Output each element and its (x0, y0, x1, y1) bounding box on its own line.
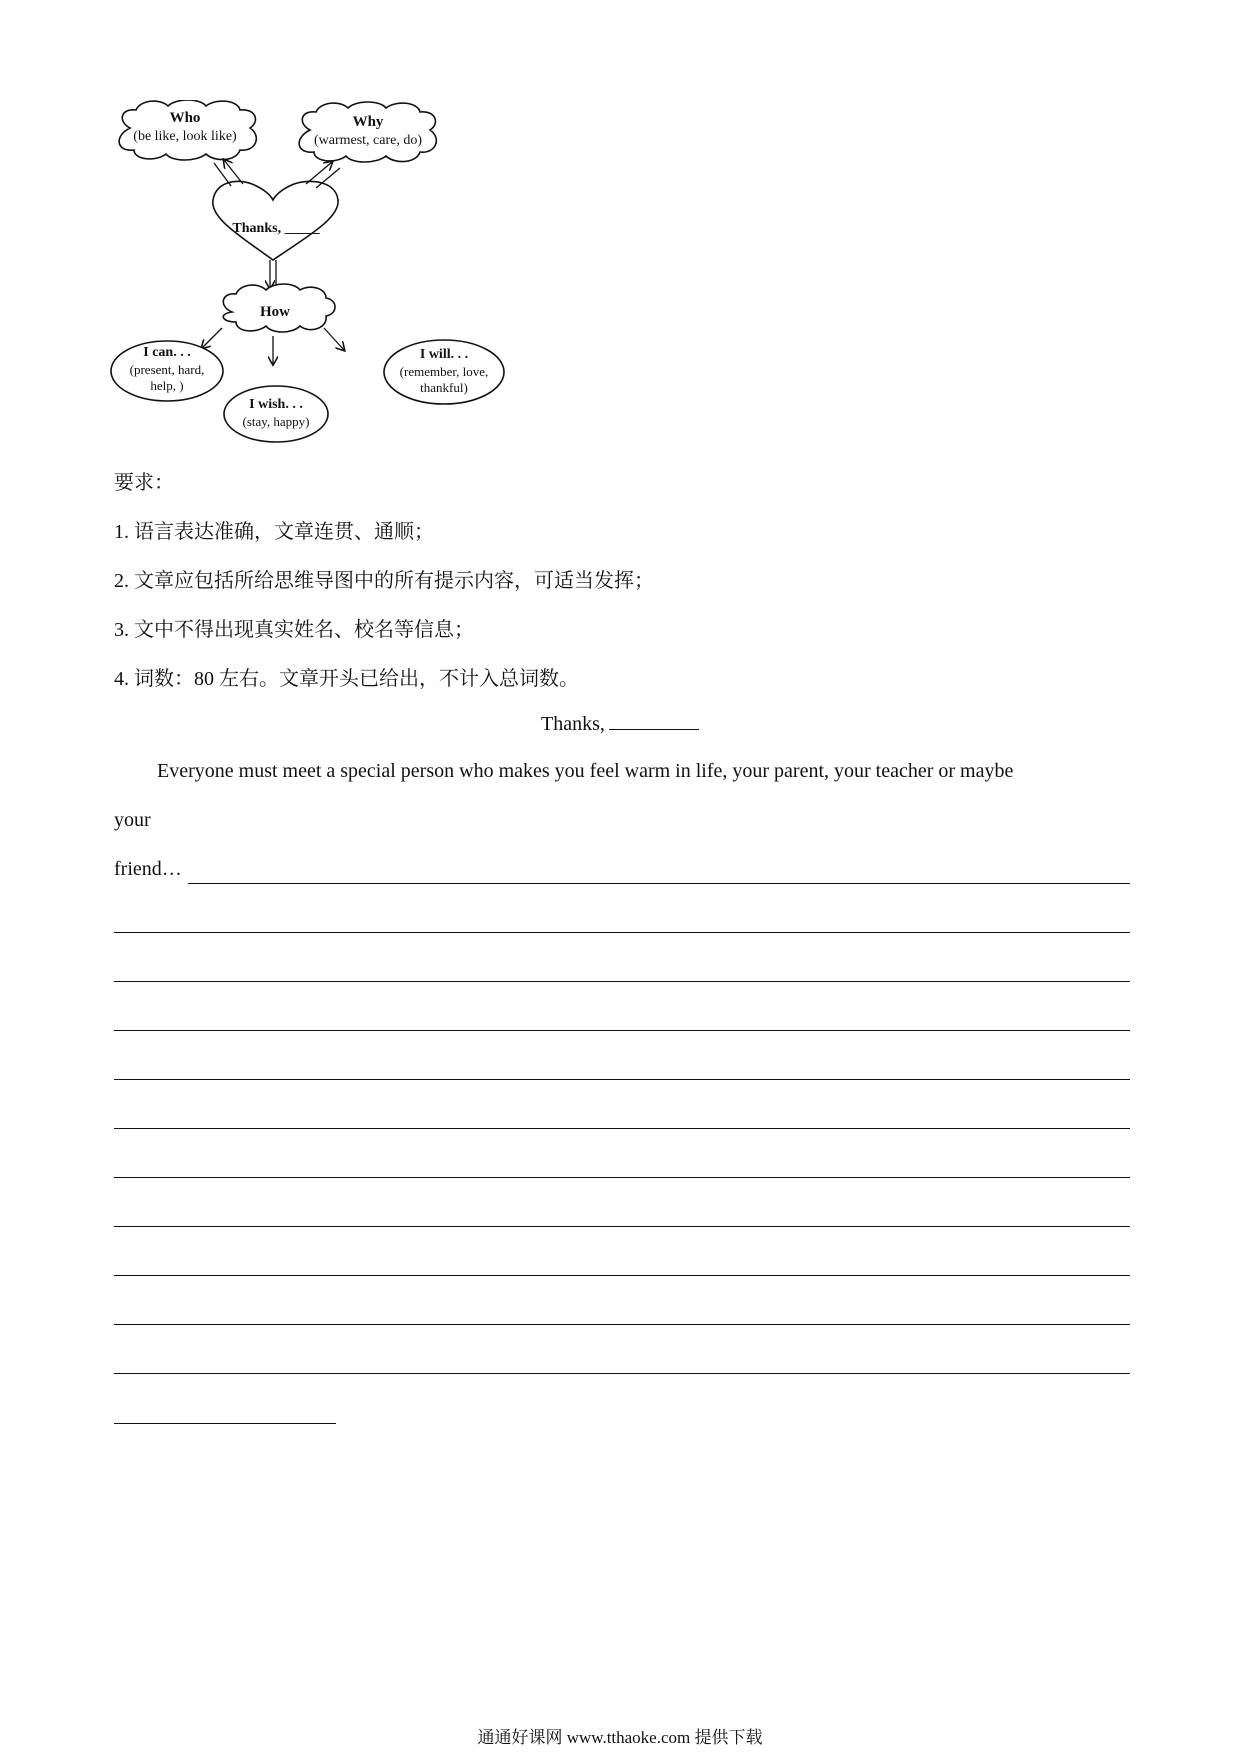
essay-opening-line2: your (114, 809, 151, 831)
writing-line[interactable] (114, 1324, 1130, 1325)
writing-line-short[interactable] (114, 1423, 336, 1424)
how-cloud (223, 284, 335, 332)
writing-line[interactable] (114, 1373, 1130, 1374)
i-will-ellipse (384, 340, 504, 404)
thanks-heart (213, 181, 338, 260)
writing-line[interactable] (114, 932, 1130, 933)
writing-line[interactable] (114, 1079, 1130, 1080)
writing-line[interactable] (188, 883, 1130, 884)
page-footer: 通通好课网 www.tthaoke.com 提供下载 (477, 1728, 763, 1747)
writing-line[interactable] (114, 981, 1130, 982)
requirement-item: 4. 词数：80 左右。文章开头已给出，不计入总词数。 (114, 668, 579, 690)
i-can-ellipse (111, 341, 223, 401)
writing-line[interactable] (114, 1030, 1130, 1031)
can-title: I can. . . (143, 345, 191, 360)
why-hint: (warmest, care, do) (313, 133, 423, 148)
will-hint-1: (remember, love, (399, 364, 489, 379)
who-cloud (119, 100, 256, 160)
essay-title (0, 711, 1240, 736)
why-title: Why (352, 114, 384, 130)
essay-opening-line3: friend… (114, 858, 182, 880)
heart-text: Thanks, _____ (232, 221, 320, 236)
writing-line[interactable] (114, 1177, 1130, 1178)
writing-line[interactable] (114, 1226, 1130, 1227)
i-wish-ellipse (224, 386, 328, 442)
will-hint-2: thankful) (420, 380, 468, 395)
writing-line[interactable] (114, 1128, 1130, 1129)
can-hint-2: help, ) (150, 378, 184, 393)
wish-hint: (stay, happy) (242, 414, 310, 429)
how-title: How (260, 304, 290, 320)
why-cloud (299, 102, 436, 162)
requirements-title: 要求： (114, 472, 174, 494)
essay-title-text: Thanks, (541, 713, 605, 735)
requirement-item: 1. 语言表达准确，文章连贯、通顺； (114, 521, 434, 543)
requirement-item: 2. 文章应包括所给思维导图中的所有提示内容，可适当发挥； (114, 570, 654, 592)
title-blank[interactable] (609, 711, 699, 730)
wish-title: I wish. . . (249, 397, 303, 412)
who-title: Who (169, 110, 201, 126)
writing-line[interactable] (114, 1275, 1130, 1276)
will-title: I will. . . (419, 347, 469, 362)
essay-opening: Everyone must meet a special person who makes you feel warm in life, your parent, your teacher or maybe (157, 760, 1014, 782)
who-hint: (be like, look like) (133, 129, 237, 144)
mind-map-diagram (110, 100, 520, 450)
can-hint-1: (present, hard, (129, 362, 205, 377)
mind-map-svg (110, 100, 520, 450)
requirement-item: 3. 文中不得出现真实姓名、校名等信息； (114, 619, 474, 641)
